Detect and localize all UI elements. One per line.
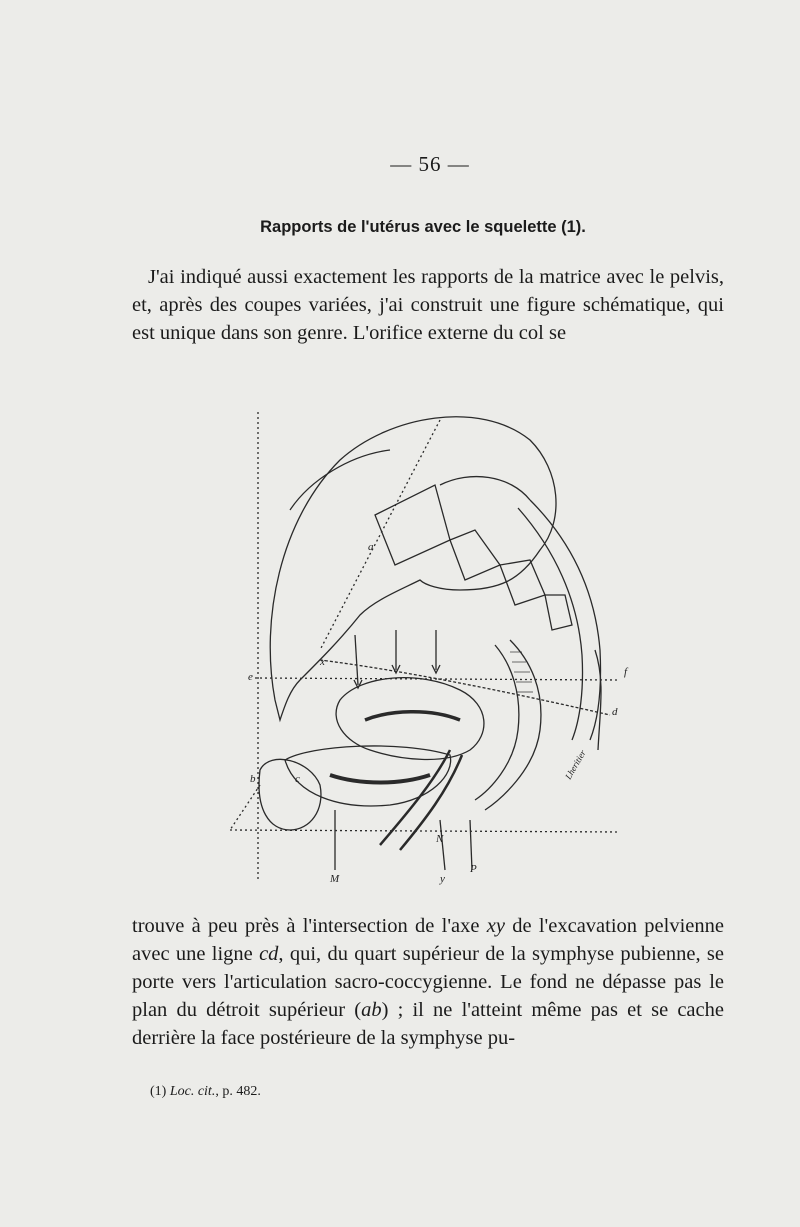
footnote-page: , p. 482. <box>215 1084 261 1099</box>
pelvis-section-drawing <box>200 390 640 890</box>
paragraph-1-text: J'ai indiqué aussi exactement les rapports de la matrice avec le pelvis, et, après des coupes variées, j'ai construit une figure schématique, qui est unique dans son genre. L'orifice externe du col se <box>132 266 724 344</box>
line-cd-ref: cd <box>259 943 279 965</box>
section-title: Rapports de l'utérus avec le squelette (1). <box>260 218 586 236</box>
paragraph-1 <box>132 263 724 347</box>
paragraph-2-text <box>132 912 724 1052</box>
label-a: a <box>368 541 374 553</box>
footnote-marker: (1) <box>150 1084 170 1099</box>
sacral-vertebra-2 <box>450 530 500 580</box>
paragraph-2 <box>132 912 724 1052</box>
anatomical-figure <box>200 390 640 890</box>
paragraph-2-part-1: trouve à peu près à l'intersection de l'axe <box>132 915 487 937</box>
sacral-vertebra-1 <box>375 485 450 565</box>
axis-line <box>320 420 440 650</box>
label-P: P <box>470 863 477 875</box>
footnote-ref: Loc. cit. <box>169 1084 216 1099</box>
plane-ab-ref: ab <box>361 999 382 1021</box>
axis-xy-ref: xy <box>486 915 505 937</box>
footnote <box>150 1084 261 1100</box>
sacral-vertebra-3 <box>500 560 545 605</box>
line-cd <box>320 660 610 715</box>
pubic-symphysis <box>259 759 321 830</box>
label-y: y <box>440 873 445 885</box>
paragraph-2-part-2: de l'excavation pelvienne avec une ligne <box>132 915 724 965</box>
arrow-1 <box>355 635 358 685</box>
paragraph-2-part-3: , qui, du quart supérieur de la symphyse pubienne, se porte vers l'articulation sacro-coccygienne. Le fond ne dépasse pas le plan du détroit supérieur ( <box>132 943 724 1021</box>
page-number: — 56 — <box>390 152 470 176</box>
label-b: b <box>250 773 256 785</box>
label-c: c <box>295 773 300 785</box>
ilium-outline <box>270 417 556 720</box>
engraver-signature: Lheritier <box>563 748 588 781</box>
label-M: M <box>330 873 340 885</box>
paragraph-2-part-4: ) ; il ne l'atteint même pas et se cache derrière la face postérieure de la symphyse pu- <box>132 999 724 1049</box>
label-N: N <box>436 833 444 845</box>
label-e: e <box>248 671 253 683</box>
label-x: x <box>320 656 325 668</box>
line-ef <box>255 678 620 680</box>
line-N <box>440 820 445 870</box>
label-f: f <box>624 666 628 678</box>
label-d: d <box>612 706 618 718</box>
